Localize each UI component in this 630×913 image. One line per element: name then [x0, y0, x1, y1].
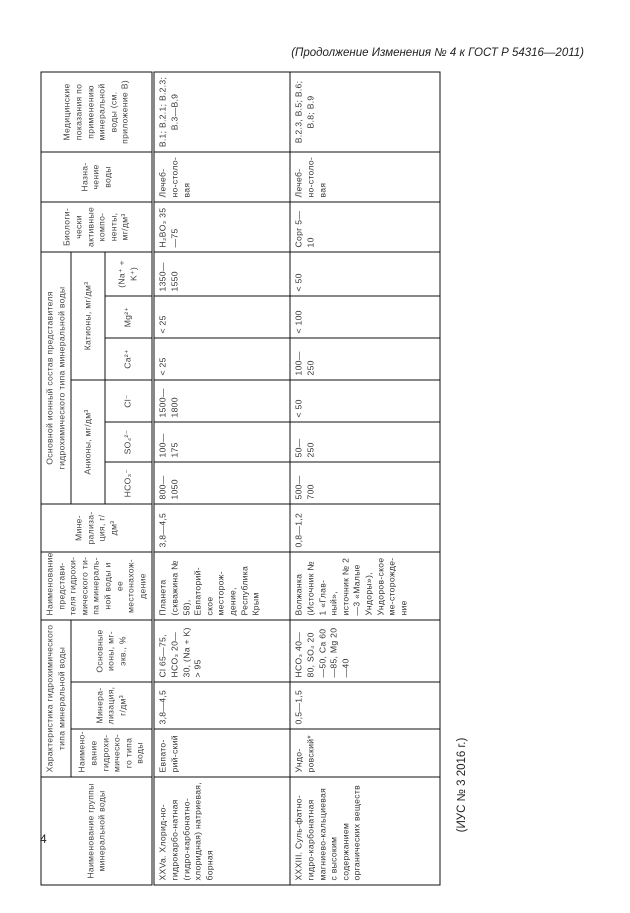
header-ionic-composition: Основной ионный состав представителя гидрохимического типа минеральной воды [41, 251, 71, 503]
cell-type-name: Ундо-ровский* [290, 729, 440, 777]
cell-na-k: 1350—1550 [153, 251, 290, 295]
mineral-water-table [40, 71, 440, 885]
cell-medical: B.2.3, B.5; B.6; B.8; B.9 [290, 71, 440, 151]
cell-mineralization2: 0,8—1,2 [290, 504, 440, 552]
cell-bio: Cорг 5—10 [290, 201, 440, 251]
cell-ca: < 25 [153, 338, 290, 380]
cell-ca: 100—250 [290, 338, 440, 380]
cell-mineralization: 0,5—1,5 [290, 682, 440, 729]
cell-na-k: < 50 [290, 251, 440, 295]
header-na-k: (Na⁺ + K⁺) [104, 251, 153, 295]
cell-purpose: Лечеб-но-столо-вая [290, 151, 440, 201]
header-so4: SO₄²⁻ [104, 422, 153, 462]
table-row [290, 71, 440, 884]
cell-bio: H₂BO₃ 35—75 [153, 201, 290, 251]
header-main-ions: Основные ионы, мг-экв., % [71, 620, 153, 682]
rotated-table-container [40, 72, 408, 885]
header-mineralization: Минера-лизация, г/дм³ [71, 682, 153, 729]
header-hco3: HCO₃⁻ [104, 462, 153, 504]
header-purpose: Назна-чение воды [41, 151, 153, 201]
header-medical: Медицинские показания по применению минеральной воды (см. приложение В) [41, 71, 153, 151]
header-characteristic: Характеристика гидрохимического типа минеральной воды [41, 620, 71, 777]
cell-mg: < 100 [290, 296, 440, 338]
ius-note-text: (ИУС № 3 2016 г.) [456, 737, 468, 833]
cell-mg: < 25 [153, 296, 290, 338]
cell-cl: < 50 [290, 380, 440, 422]
cell-type-name: Евпато-рий-ский [153, 729, 290, 777]
header-cl: Cl⁻ [104, 380, 153, 422]
cell-cl: 1500—1800 [153, 380, 290, 422]
page-number: 4 [40, 832, 47, 846]
cell-so4: 50—250 [290, 422, 440, 462]
cell-so4: 100—175 [153, 422, 290, 462]
header-type-name: Наимено-вание гидрохи-мическо-го типа воды [71, 729, 153, 777]
header-mg: Mg²⁺ [104, 296, 153, 338]
ius-note [452, 720, 472, 850]
cell-hco3: 500—700 [290, 462, 440, 504]
cell-mineralization: 3,8—4,5 [153, 682, 290, 729]
header-ca: Ca²⁺ [104, 338, 153, 380]
header-cations: Катионы, мг/дм³ [71, 251, 105, 379]
cell-medical: B.1; B.2.1; B.2.3; B.3—B.9 [153, 71, 290, 151]
cell-hco3: 800—1050 [153, 462, 290, 504]
continuation-note: (Продолжение Изменения № 4 к ГОСТ Р 54316—2011) [291, 47, 584, 59]
header-group-name: Наименование группы минеральной воды [41, 777, 153, 885]
cell-group-name: XXVa. Хлорид-но-гидрокарбо-натная (гидро-карбонатно-хлоридная) натриевая, борная [153, 777, 290, 885]
cell-group-name: XXXIII. Суль-фатно-гидро-карбонатная магниево-кальциевая с высоким содержанием органических веществ [290, 777, 440, 885]
cell-mineralization2: 3,8—4,5 [153, 504, 290, 552]
header-representative: Наименование представи-теля гидрохи-мического ти-па минераль-ной воды и ее местонахож-дение [41, 552, 153, 620]
header-anions: Анионы, мг/дм³ [71, 380, 105, 504]
cell-purpose: Лечеб-но-столо-вая [153, 151, 290, 201]
cell-representative: Планета (скважина № 58), Евпаторий-ское месторож-дение, Республика Крым [153, 552, 290, 620]
cell-representative: Волжанка (Источник № 1 «Глав-ный», источник № 2—3 «Малые Ундоры»), Ундоров-ское ме-сторожде-ние [290, 552, 440, 620]
table-row [153, 71, 290, 884]
header-mineralization2: Мине-рализа-ция, г/дм³ [41, 504, 153, 552]
cell-main-ions: HCO₃ 40—80, SO₄ 20—50, Ca 60—85, Mg 20—40 [290, 620, 440, 682]
cell-main-ions: Cl 65—75, HCO₃ 20—30, (Na + K) > 95 [153, 620, 290, 682]
header-bio-components: Биологи-чески активные компо-ненты, мг/дм³ [41, 201, 153, 251]
